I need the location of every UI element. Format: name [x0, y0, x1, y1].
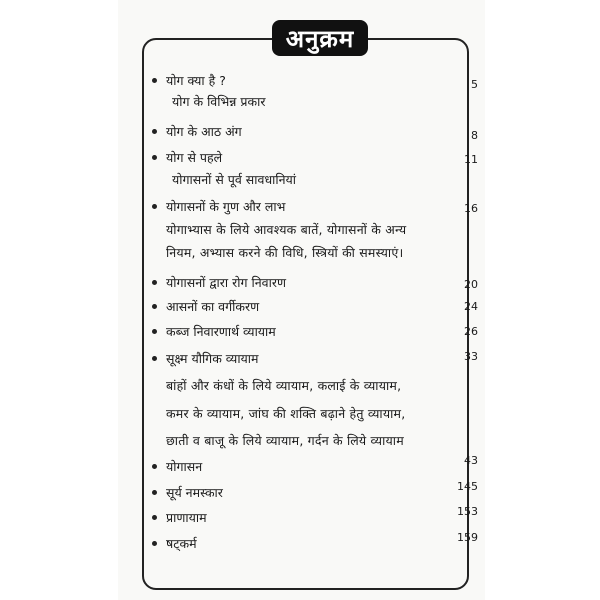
- toc-entry: [152, 456, 482, 478]
- bullet-icon: [152, 78, 157, 83]
- toc-entry: [152, 321, 482, 343]
- toc-entry-label: योगासन: [166, 459, 203, 474]
- toc-entry-page: 153: [457, 505, 478, 518]
- toc-entry: [152, 348, 482, 370]
- toc-subentry: छाती व बाजू के लिये व्यायाम, गर्दन के लिये व्यायाम: [166, 433, 404, 448]
- toc-entry: [152, 482, 482, 504]
- page-title: अनुक्रम: [272, 20, 368, 56]
- bullet-icon: [152, 304, 157, 309]
- toc-entry: [152, 507, 482, 529]
- bullet-icon: [152, 515, 157, 520]
- bullet-icon: [152, 280, 157, 285]
- toc-subentry: योगाभ्यास के लिये आवश्यक बातें, योगासनों के अन्य: [166, 222, 407, 237]
- toc-entry-label: आसनों का वर्गीकरण: [166, 299, 260, 314]
- toc-entry-label: योगासनों द्वारा रोग निवारण: [166, 275, 286, 290]
- toc-entry: [152, 121, 482, 143]
- toc-entry: [152, 196, 482, 218]
- toc-entry: [152, 147, 482, 169]
- toc-entry-label: प्राणायाम: [166, 510, 207, 525]
- bullet-icon: [152, 155, 157, 160]
- toc-entry-page: 20: [464, 278, 478, 291]
- toc-entry-label: योग क्या है ?: [166, 73, 226, 88]
- toc-entry-page: 33: [464, 350, 478, 363]
- toc-entry-label: योग से पहले: [166, 150, 223, 165]
- bullet-icon: [152, 129, 157, 134]
- toc-entry-page: 8: [471, 129, 478, 142]
- toc-entry-label: योग के आठ अंग: [166, 124, 242, 139]
- toc-subentry: कमर के व्यायाम, जांघ की शक्ति बढ़ाने हेतु व्यायाम,: [166, 406, 406, 421]
- toc-entry-label: कब्ज निवारणार्थ व्यायाम: [166, 324, 276, 339]
- bullet-icon: [152, 490, 157, 495]
- bullet-icon: [152, 329, 157, 334]
- toc-entry-page: 145: [457, 480, 478, 493]
- toc-entry-page: 11: [464, 153, 478, 166]
- bullet-icon: [152, 356, 157, 361]
- toc-entry-label: सूक्ष्म यौगिक व्यायाम: [166, 351, 259, 366]
- toc-entry: [152, 70, 482, 92]
- toc-entry-label: योगासनों के गुण और लाभ: [166, 199, 286, 214]
- toc-entry-page: 5: [471, 78, 478, 91]
- toc-entry: [152, 533, 482, 555]
- bullet-icon: [152, 464, 157, 469]
- toc-entry-page: 43: [464, 454, 478, 467]
- bullet-icon: [152, 541, 157, 546]
- toc-subentry: योग के विभिन्न प्रकार: [172, 94, 266, 109]
- toc-entry-label: षट्कर्म: [166, 536, 197, 551]
- toc-entry: [152, 296, 482, 318]
- toc-subentry: योगासनों से पूर्व सावधानियां: [172, 172, 297, 187]
- toc-entry-page: 26: [464, 325, 478, 338]
- toc-entry-page: 24: [464, 300, 478, 313]
- toc-subentry: नियम, अभ्यास करने की विधि, स्त्रियों की समस्याएं।: [166, 245, 404, 260]
- toc-subentry: बांहों और कंधों के लिये व्यायाम, कलाई के व्यायाम,: [166, 378, 402, 393]
- toc-entry-page: 159: [457, 531, 478, 544]
- bullet-icon: [152, 204, 157, 209]
- toc-entry: [152, 272, 482, 294]
- toc-entry-label: सूर्य नमस्कार: [166, 485, 223, 500]
- toc-entry-page: 16: [464, 202, 478, 215]
